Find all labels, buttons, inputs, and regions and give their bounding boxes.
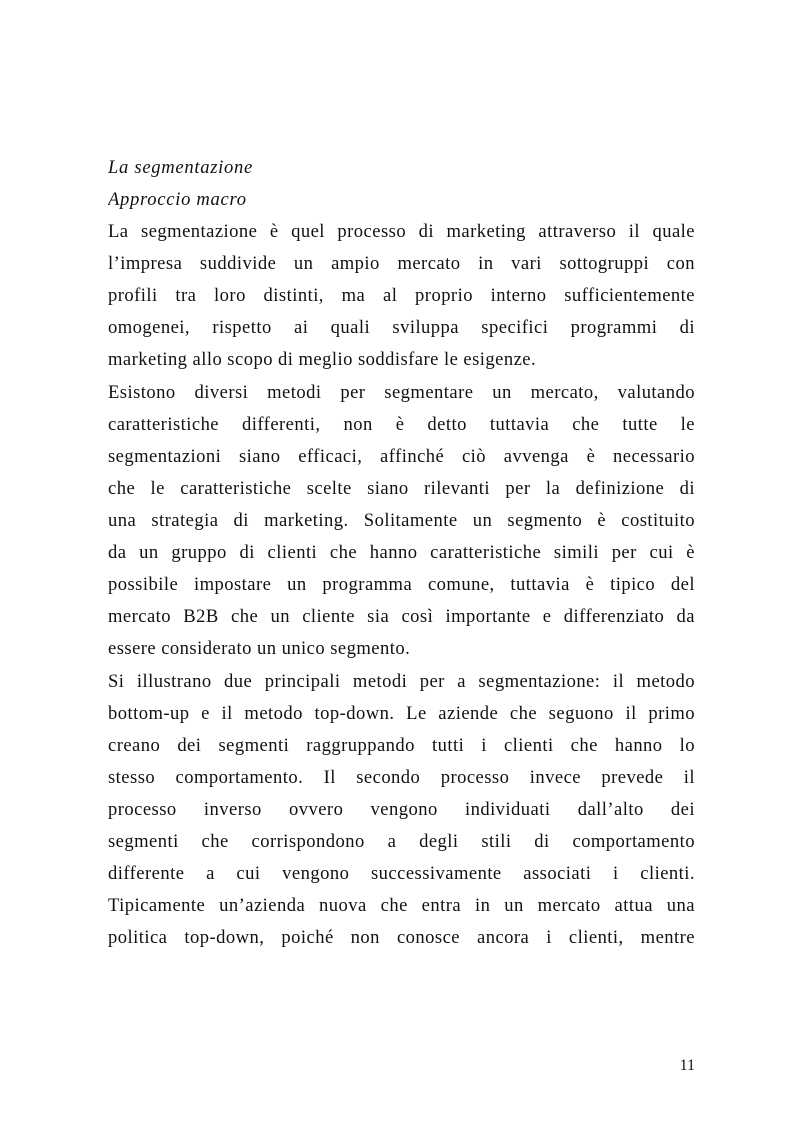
- text-line: politica top-down, poiché non conosce ancora i clienti, mentre: [108, 927, 695, 948]
- section-title: La segmentazione: [108, 157, 253, 178]
- text-line: una strategia di marketing. Solitamente un segmento è costituito: [108, 510, 695, 531]
- text-line: segmentazioni siano efficaci, affinché ciò avvenga è necessario: [108, 446, 695, 467]
- text-line: possibile impostare un programma comune, tuttavia è tipico del: [108, 574, 695, 595]
- text-line: Tipicamente un’azienda nuova che entra in un mercato attua una: [108, 895, 695, 916]
- text-line: Si illustrano due principali metodi per a segmentazione: il metodo: [108, 671, 695, 692]
- text-line: profili tra loro distinti, ma al proprio interno sufficientemente: [108, 285, 695, 306]
- text-line: bottom-up e il metodo top-down. Le aziende che seguono il primo: [108, 703, 695, 724]
- text-line: Esistono diversi metodi per segmentare un mercato, valutando: [108, 382, 695, 403]
- text-line: stesso comportamento. Il secondo processo invece prevede il: [108, 767, 695, 788]
- text-line: da un gruppo di clienti che hanno caratteristiche simili per cui è: [108, 542, 695, 563]
- text-line: caratteristiche differenti, non è detto tuttavia che tutte le: [108, 414, 695, 435]
- page-number: 11: [679, 1057, 695, 1074]
- text-line: processo inverso ovvero vengono individuati dall’alto dei: [108, 799, 695, 820]
- text-line: l’impresa suddivide un ampio mercato in vari sottogruppi con: [108, 253, 695, 274]
- section-subtitle: Approccio macro: [108, 189, 247, 210]
- text-line: segmenti che corrispondono a degli stili di comportamento: [108, 831, 695, 852]
- text-line: essere considerato un unico segmento.: [108, 638, 411, 659]
- text-line: omogenei, rispetto ai quali sviluppa specifici programmi di: [108, 317, 695, 338]
- text-line: mercato B2B che un cliente sia così importante e differenziato da: [108, 606, 695, 627]
- text-line: marketing allo scopo di meglio soddisfare le esigenze.: [108, 349, 537, 370]
- text-line: differente a cui vengono successivamente associati i clienti.: [108, 863, 695, 884]
- text-line: La segmentazione è quel processo di marketing attraverso il quale: [108, 221, 695, 242]
- text-line: creano dei segmenti raggruppando tutti i clienti che hanno lo: [108, 735, 695, 756]
- text-line: che le caratteristiche scelte siano rilevanti per la definizione di: [108, 478, 695, 499]
